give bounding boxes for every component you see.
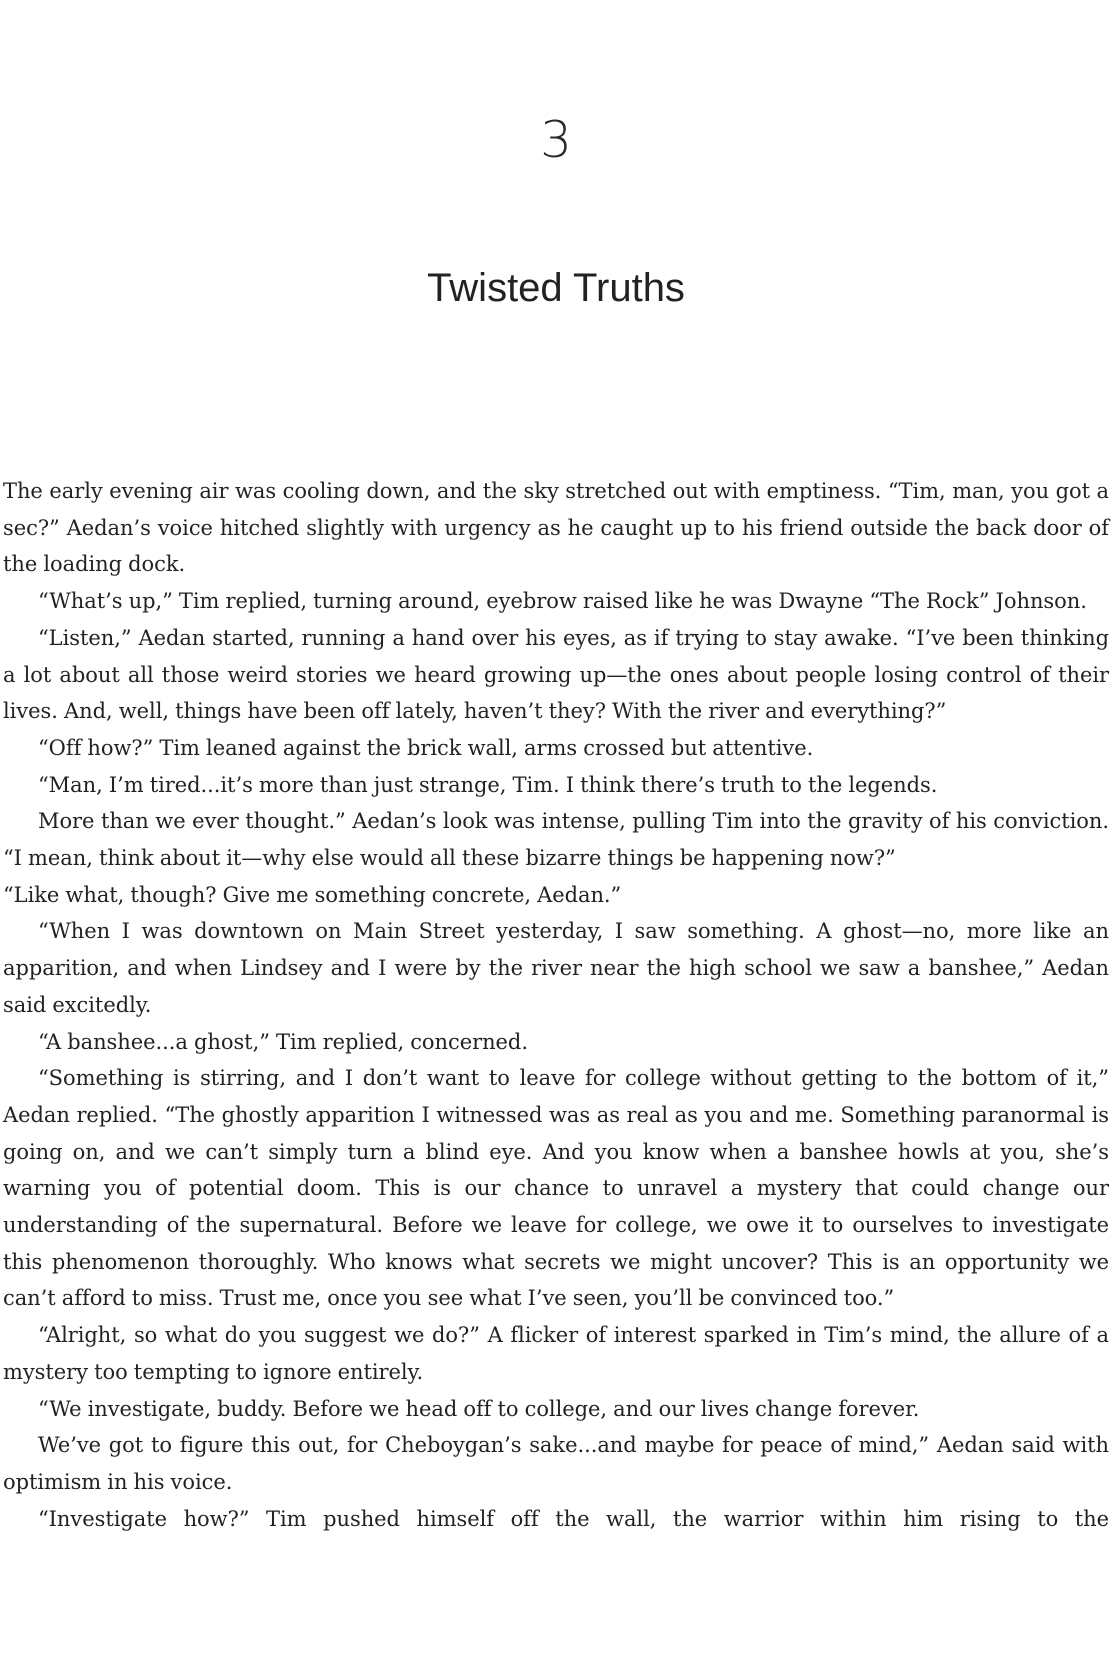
paragraph: “Like what, though? Give me something concrete, Aedan.” [3, 882, 622, 907]
paragraph: “Off how?” Tim leaned against the brick wall, arms crossed but attentive. [38, 735, 814, 760]
paragraph: “What’s up,” Tim replied, turning around, eyebrow raised like he was Dwayne “The Rock” Johnson. [38, 589, 1087, 614]
paragraph: The early evening air was cooling down, and the sky stretched out with emptiness. “Tim, man, you got a sec?” Aedan’s voice hitched slightly with urgency as he caught up to his friend outside the back door of the loading dock. [3, 479, 1109, 577]
paragraph: We’ve got to figure this out, for Cheboygan’s sake...and maybe for peace of mind,” Aedan said with optimism in his voice. [3, 1433, 1109, 1494]
paragraph: “Alright, so what do you suggest we do?” A flicker of interest sparked in Tim’s mind, the allure of a mystery too tempting to ignore entirely. [3, 1323, 1109, 1384]
paragraph: “We investigate, buddy. Before we head off to college, and our lives change forever. [38, 1396, 920, 1421]
chapter-number: 3 [540, 111, 572, 169]
paragraph: “Investigate how?” Tim pushed himself off the wall, the warrior within him rising to the [38, 1506, 1109, 1531]
paragraph: “A banshee...a ghost,” Tim replied, concerned. [38, 1029, 528, 1054]
paragraph: “Listen,” Aedan started, running a hand over his eyes, as if trying to stay awake. “I’ve been thinking a lot about all those weird stories we heard growing up—the ones about people losing control of their lives. And, well, things have been off lately, haven’t they? With the river and everything?” [3, 625, 1109, 724]
paragraph: “Man, I’m tired...it’s more than just strange, Tim. I think there’s truth to the legends. [38, 772, 938, 797]
paragraph: “When I was downtown on Main Street yesterday, I saw something. A ghost—no, more like an apparition, and when Lindsey and I were by the river near the high school we saw a banshee,” Aedan said excitedly. [3, 919, 1109, 1017]
paragraph: “Something is stirring, and I don’t want to leave for college without getting to the bottom of it,” Aedan replied. “The ghostly apparition I witnessed was as real as you and me. Something paranormal is going on, and we can’t simply turn a blind eye. And you know when a banshee howls at you, she’s warning you of potential doom. This is our chance to unravel a mystery that could change our understanding of the supernatural. Before we leave for college, we owe it to ourselves to investigate this phenomenon thoroughly. Who knows what secrets we might uncover? This is an opportunity we can’t afford to miss. Trust me, once you see what I’ve seen, you’ll be convinced too.” [3, 1066, 1109, 1311]
chapter-body [3, 473, 1109, 1537]
chapter-title: Twisted Truths [427, 266, 685, 310]
paragraph: More than we ever thought.” Aedan’s look was intense, pulling Tim into the gravity of his conviction. “I mean, think about it—why else would all these bizarre things be happening now?” [3, 809, 1109, 871]
